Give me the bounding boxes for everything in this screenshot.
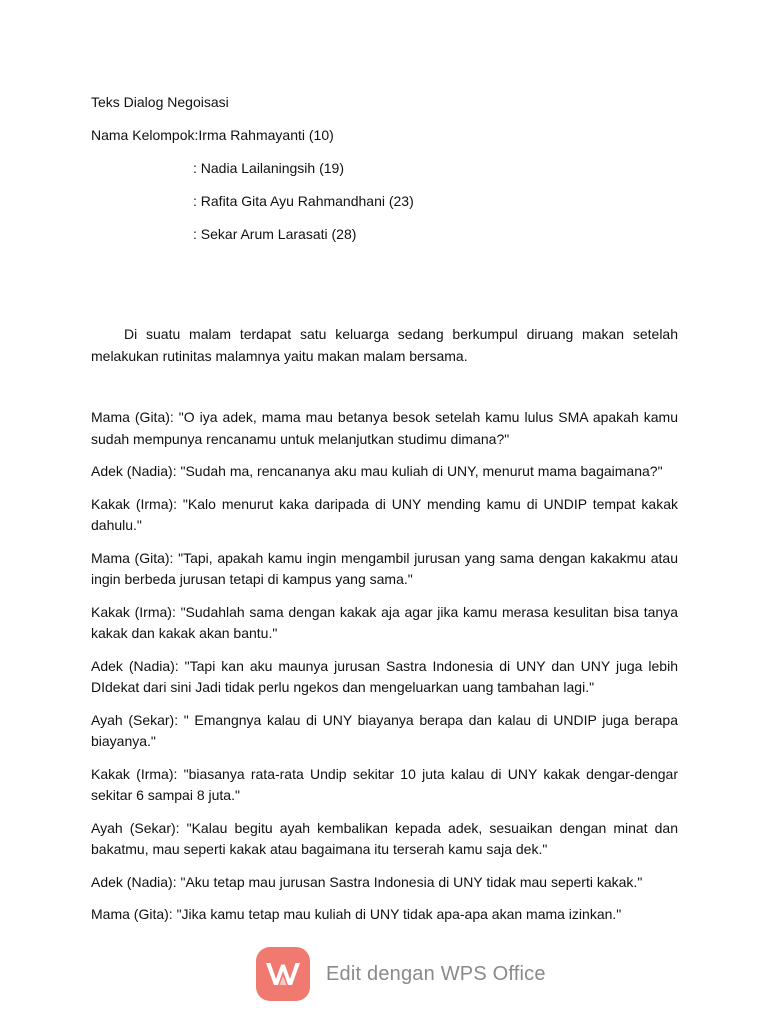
narration-paragraph: Di suatu malam terdapat satu keluarga sedang berkumpul diruang makan setelah melakukan rutinitas malamnya yaitu makan malam bersama.: [91, 326, 678, 364]
member-row-4: [193, 225, 356, 243]
member-name: : Sekar Arum Larasati (28): [193, 226, 357, 242]
member-name: Irma Rahmayanti (10): [198, 127, 334, 143]
member-name: : Rafita Gita Ayu Rahmandhani (23): [193, 193, 414, 209]
wps-logo-icon[interactable]: [256, 947, 310, 1001]
wps-edit-text[interactable]: Edit dengan WPS Office: [326, 962, 546, 985]
dialogue-line: Ayah (Sekar): " Emangnya kalau di UNY biayanya berapa dan kalau di UNDIP juga berapa biayanya.": [91, 711, 678, 749]
members-label: Nama Kelompok:: [91, 127, 199, 143]
dialogue-line: Adek (Nadia): "Tapi kan aku maunya jurusan Sastra Indonesia di UNY dan UNY juga lebih DIdekat dari sini Jadi tidak perlu ngekos dan mengeluarkan uang tambahan lagi.": [91, 657, 678, 695]
dialogue-line: Mama (Gita): "Tapi, apakah kamu ingin mengambil jurusan yang sama dengan kakakmu atau ingin berbeda jurusan tetapi di kampus yang sama.": [91, 549, 678, 587]
member-row-1: [91, 126, 334, 144]
wps-logo-glyph: [263, 960, 303, 988]
dialogue-line: Kakak (Irma): "Sudahlah sama dengan kakak aja agar jika kamu merasa kesulitan bisa tanya kakak dan kakak akan bantu.": [91, 603, 678, 641]
member-name: : Nadia Lailaningsih (19): [193, 160, 344, 176]
dialogue-line: Ayah (Sekar): "Kalau begitu ayah kembalikan kepada adek, sesuaikan dengan minat dan bakatmu, mau seperti kakak atau bagaimana itu terserah kamu saja dek.": [91, 819, 678, 857]
dialogue-line: Adek (Nadia): "Sudah ma, rencananya aku mau kuliah di UNY, menurut mama bagaimana?": [91, 463, 663, 479]
dialogue-line: Mama (Gita): "Jika kamu tetap mau kuliah di UNY tidak apa-apa akan mama izinkan.": [91, 906, 622, 922]
dialogue-line: Adek (Nadia): "Aku tetap mau jurusan Sastra Indonesia di UNY tidak mau seperti kakak.": [91, 873, 643, 890]
member-row-2: [193, 159, 344, 177]
member-row-3: [193, 192, 414, 210]
dialogue-line: Kakak (Irma): "Kalo menurut kaka daripada di UNY mending kamu di UNDIP tempat kakak dahulu.": [91, 495, 678, 533]
document-title: Teks Dialog Negoisasi: [91, 94, 229, 110]
dialogue-line: Mama (Gita): "O iya adek, mama mau betanya besok setelah kamu lulus SMA apakah kamu sudah mempunya rencanamu untuk melanjutkan studimu dimana?": [91, 409, 678, 447]
dialogue-list: [91, 407, 678, 937]
dialogue-line: Kakak (Irma): "biasanya rata-rata Undip sekitar 10 juta kalau di UNY kakak dengar-dengar sekitar 6 sampai 8 juta.": [91, 765, 678, 803]
wps-edit-banner[interactable]: [256, 946, 546, 1002]
